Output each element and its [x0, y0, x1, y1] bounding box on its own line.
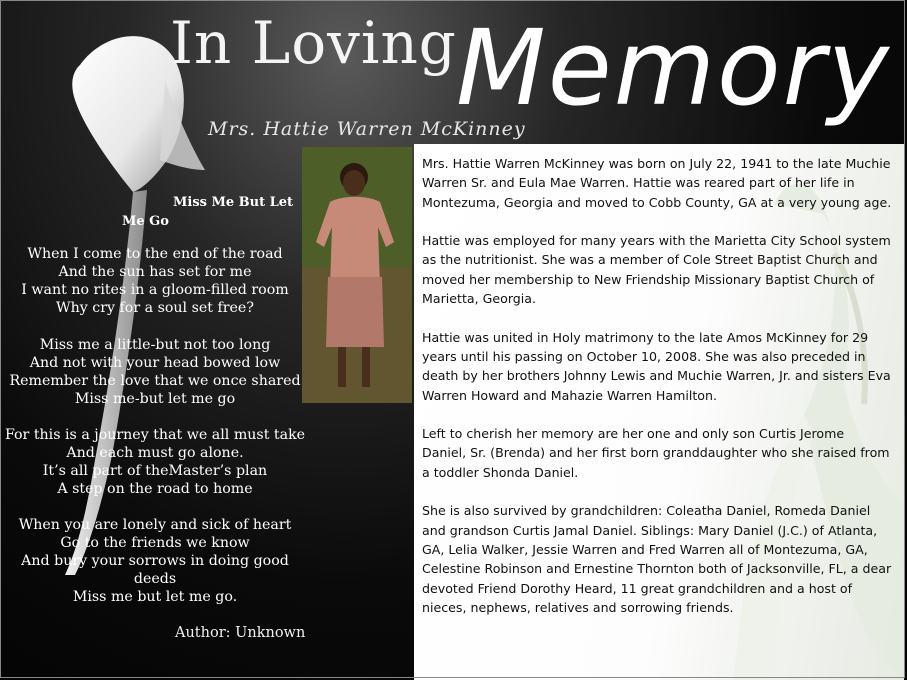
deceased-name: Mrs. Hattie Warren McKinney	[208, 118, 526, 140]
portrait-photo	[302, 147, 412, 403]
poem-line: Miss me a little-but not too long	[39, 337, 271, 353]
biography-text	[422, 154, 892, 636]
poem-line: When I come to the end of the road	[27, 246, 283, 262]
bio-paragraph: Hattie was united in Holy matrimony to the late Amos McKinney for 29 years until his passing on October 10, 2008. She was also preceded in death by her brothers Johnny Lewis and Muchie Warren, Jr. and sisters Eva Warren Howard and Mahazie Warren Hamilton.	[422, 329, 891, 403]
poem-stanza-1	[0, 245, 310, 317]
title-in-loving: In Loving	[170, 9, 457, 77]
poem-stanza-3	[0, 426, 310, 498]
poem-line: Why cry for a soul set free?	[56, 300, 254, 316]
poem-line: When you are lonely and sick of heart	[18, 517, 292, 533]
poem-title-line-2: Me Go	[122, 214, 169, 229]
poem-title	[110, 193, 305, 231]
poem-line: And bury your sorrows in doing good	[21, 553, 289, 569]
title-memory: Memory	[456, 7, 891, 129]
poem-stanza-2	[0, 336, 310, 408]
bio-paragraph: She is also survived by grandchildren: Coleatha Daniel, Romeda Daniel and grandson Curtis Jamal Daniel. Siblings: Mary Daniel (J.C.) of Atlanta, GA, Lelia Walker, Jessie Warren and Fred Warren all of Montezuma, GA, Celestine Robinson and Ernestine Thornton both of Jacksonville, FL, a dear devoted Friend Dorothy Heard, 11 great grandchildren and a host of nieces, nephews, relatives and sorrowing friends.	[422, 503, 892, 615]
biography-panel	[414, 144, 904, 680]
poem-line: Remember the love that we once shared	[9, 373, 301, 389]
poem-stanza-4	[0, 516, 310, 606]
bio-paragraph: Mrs. Hattie Warren McKinney was born on July 22, 1941 to the late Muchie Warren Sr. and Eula Mae Warren. Hattie was reared part of her life in Montezuma, Georgia and moved to Cobb County, GA at a very young age.	[422, 156, 892, 210]
poem-line: And the sun has set for me	[58, 264, 252, 280]
bio-paragraph: Hattie was employed for many years with the Marietta City School system as the nutritionist. She was a member of Cole Street Baptist Church and moved her membership to New Friendship Missionary Baptist Church of Marietta, Georgia.	[422, 233, 891, 307]
poem-line: And each must go alone.	[66, 445, 244, 461]
poem-line: It’s all part of theMaster’s plan	[42, 463, 268, 479]
bio-paragraph: Left to cherish her memory are her one and only son Curtis Jerome Daniel, Sr. (Brenda) and her first born granddaughter who she raised from a toddler Shonda Daniel.	[422, 426, 890, 480]
poem-line: I want no rites in a gloom-filled room	[21, 282, 289, 298]
portrait-figure-icon	[302, 147, 412, 403]
poem-line: Go to the friends we know	[60, 535, 250, 551]
poem-line: Miss me-but let me go	[74, 391, 236, 407]
poem-line: A step on the road to home	[57, 481, 253, 497]
poem-author: Author: Unknown	[175, 625, 306, 641]
poem-line: For this is a journey that we all must take	[4, 427, 306, 443]
poem-line: deeds	[133, 571, 177, 587]
poem-line: Miss me but let me go.	[72, 589, 238, 605]
poem-title-line-1: Miss Me But Let	[173, 195, 294, 210]
poem-line: And not with your head bowed low	[29, 355, 281, 371]
